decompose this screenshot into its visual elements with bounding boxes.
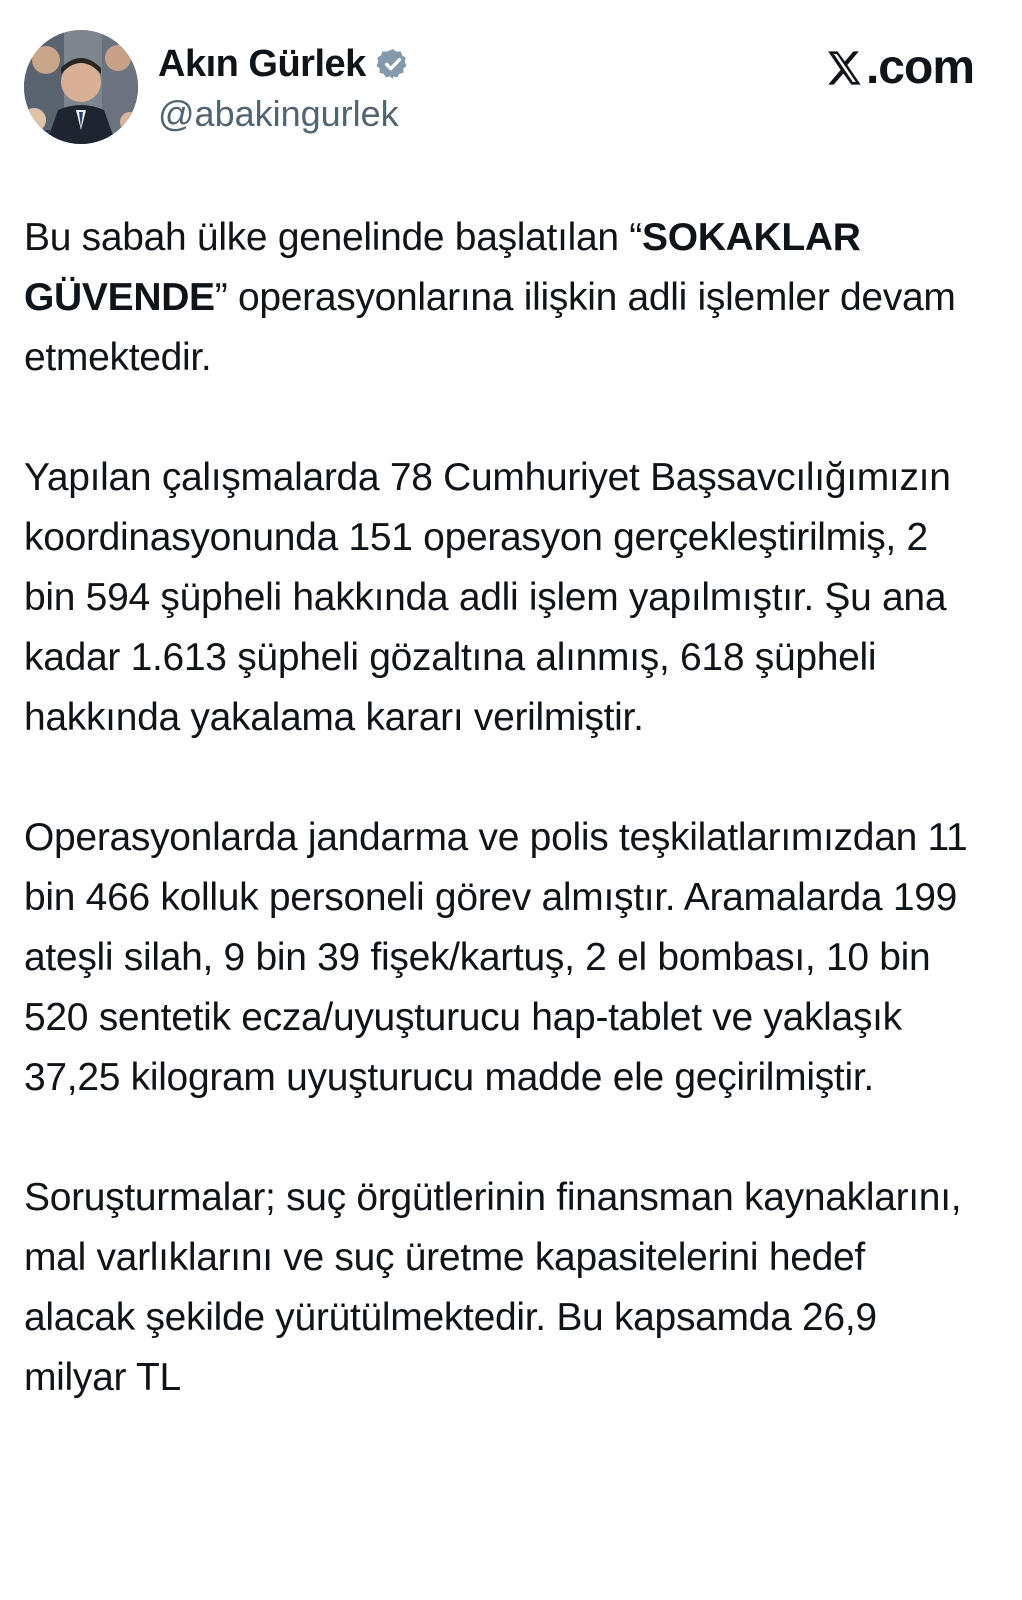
tweet-paragraph-4: Soruşturmalar; suç örgütlerinin finansman kaynaklarını, mal varlıklarını ve suç üretme kapasitelerini hedef alacak şekilde yürütülmektedir. Bu kapsamda 26,9 milyar TL (24, 1176, 962, 1399)
avatar-photo-icon (24, 30, 138, 144)
author-handle[interactable]: @abakingurlek (158, 93, 399, 134)
author-info (158, 42, 410, 138)
operation-name: SOKAKLAR GÜVENDE (24, 216, 861, 319)
tweet-paragraph-1-end: ” operasyonlarına ilişkin adli işlemler devam etmektedir. (24, 276, 956, 379)
author-name-text: Akın Gürlek (158, 43, 366, 85)
tweet-header (24, 30, 984, 150)
brand-logo (824, 40, 974, 96)
tweet-paragraph-1 (24, 208, 984, 388)
tweet-paragraph-1-start: Bu sabah ülke genelinde başlatılan “ (24, 216, 642, 259)
tweet-text (24, 208, 984, 1468)
author-name[interactable] (158, 42, 410, 86)
tweet-paragraph-3: Operasyonlarda jandarma ve polis teşkilatlarımızdan 11 bin 466 kolluk personeli görev almıştır. Aramalarda 199 ateşli silah, 9 bin 39 fişek/kartuş, 2 el bombası, 10 bin 520 sentetik ecza/uyuşturucu hap-tablet ve yaklaşık 37,25 kilogram uyuşturucu madde ele geçirilmiştir. (24, 816, 968, 1099)
x-logo-icon (824, 48, 864, 88)
avatar[interactable] (24, 30, 138, 144)
brand-suffix: .com (865, 41, 974, 94)
tweet-paragraph-2: Yapılan çalışmalarda 78 Cumhuriyet Başsavcılığımızın koordinasyonunda 151 operasyon gerçekleştirilmiş, 2 bin 594 şüpheli hakkında adli işlem yapılmıştır. Şu ana kadar 1.613 şüpheli gözaltına alınmış, 618 şüpheli hakkında yakalama kararı verilmiştir. (24, 456, 951, 739)
verified-badge-icon (376, 47, 410, 81)
